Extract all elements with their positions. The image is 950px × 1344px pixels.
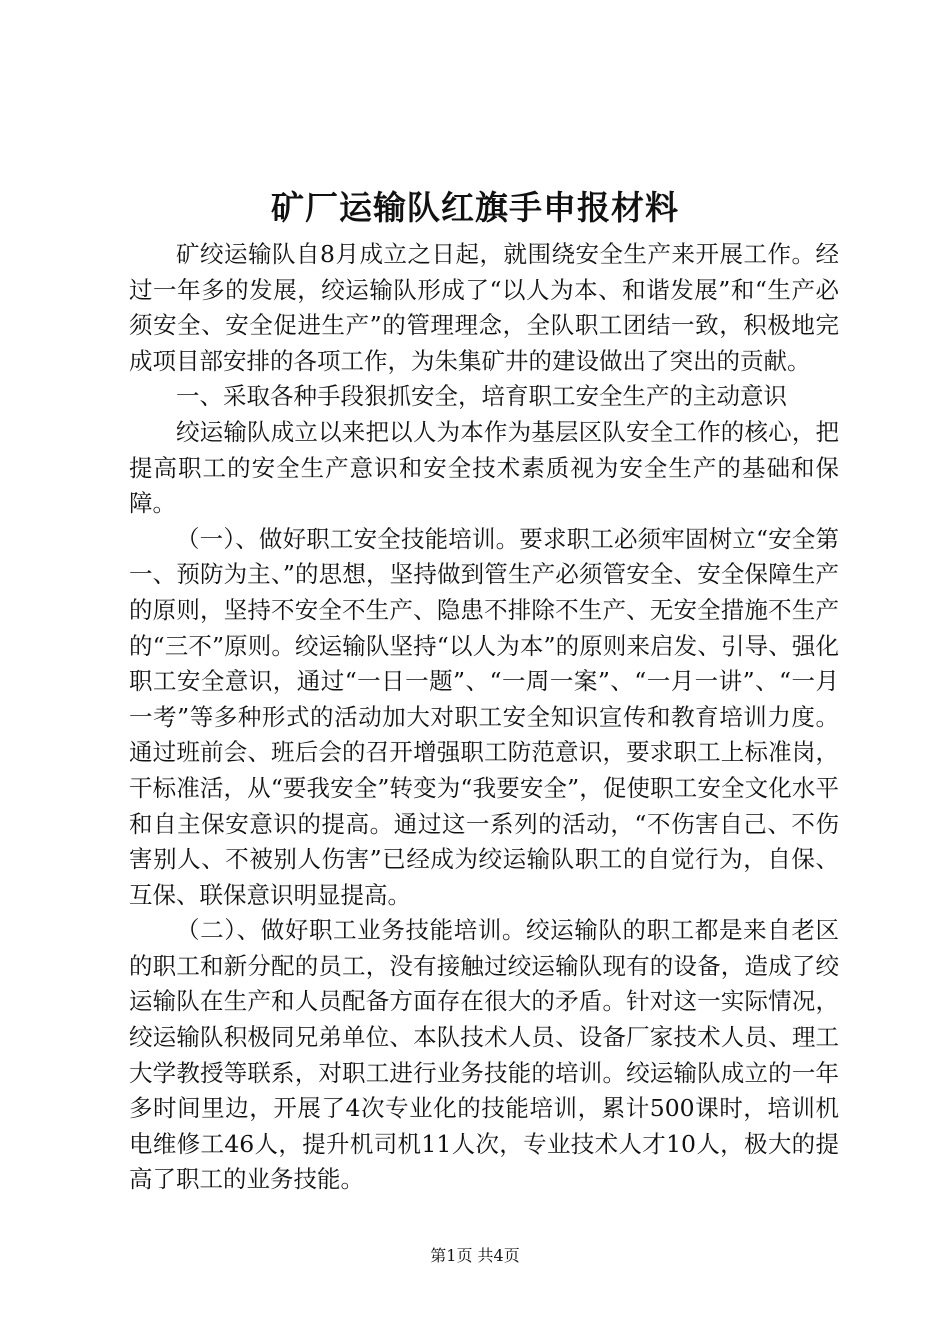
page-number-footer: 第1页 共4页 xyxy=(430,1246,520,1265)
document-body xyxy=(129,237,839,1198)
paragraph-intro: 矿绞运输队自8月成立之日起，就围绕安全生产来开展工作。经过一年多的发展，绞运输队形成了“以人为本、和谐发展”和“生产必须安全、安全促进生产”的管理理念，全队职工团结一致，积极地完成项目部安排的各项工作，为朱集矿井的建设做出了突出的贡献。 xyxy=(129,240,839,375)
section-heading-1: 一、采取各种手段狠抓安全，培育职工安全生产的主动意识 xyxy=(176,382,787,411)
paragraph-safety-training: （一）、做好职工安全技能培训。要求职工必须牢固树立“安全第一、预防为主、”的思想，坚持做到管生产必须管安全、安全保障生产的原则，坚持不安全不生产、隐患不排除不生产、无安全措施不生产的“三不”原则。绞运输队坚持“以人为本”的原则来启发、引导、强化职工安全意识，通过“一日一题”、“一周一案”、“一月一讲”、“一月一考”等多种形式的活动加大对职工安全知识宣传和教育培训力度。通过班前会、班后会的召开增强职工防范意识，要求职工上标准岗，干标准活，从“要我安全”转变为“我要安全”，促使职工安全文化水平和自主保安意识的提高。通过这一系列的活动，“不伤害自己、不伤害别人、不被别人伤害”已经成为绞运输队职工的自觉行为，自保、互保、联保意识明显提高。 xyxy=(129,524,839,909)
document-title: 矿厂运输队红旗手申报材料 xyxy=(271,188,679,227)
paragraph-section-1-intro: 绞运输队成立以来把以人为本作为基层区队安全工作的核心，把提高职工的安全生产意识和安全技术素质视为安全生产的基础和保障。 xyxy=(129,417,839,518)
paragraph-skills-training: （二）、做好职工业务技能培训。绞运输队的职工都是来自老区的职工和新分配的员工，没有接触过绞运输队现有的设备，造成了绞运输队在生产和人员配备方面存在很大的矛盾。针对这一实际情况，绞运输队积极同兄弟单位、本队技术人员、设备厂家技术人员、理工大学教授等联系，对职工进行业务技能的培训。绞运输队成立的一年多时间里边，开展了4次专业化的技能培训，累计500课时，培训机电维修工46人，提升机司机11人次，专业技术人才10人，极大的提高了职工的业务技能。 xyxy=(129,916,839,1194)
